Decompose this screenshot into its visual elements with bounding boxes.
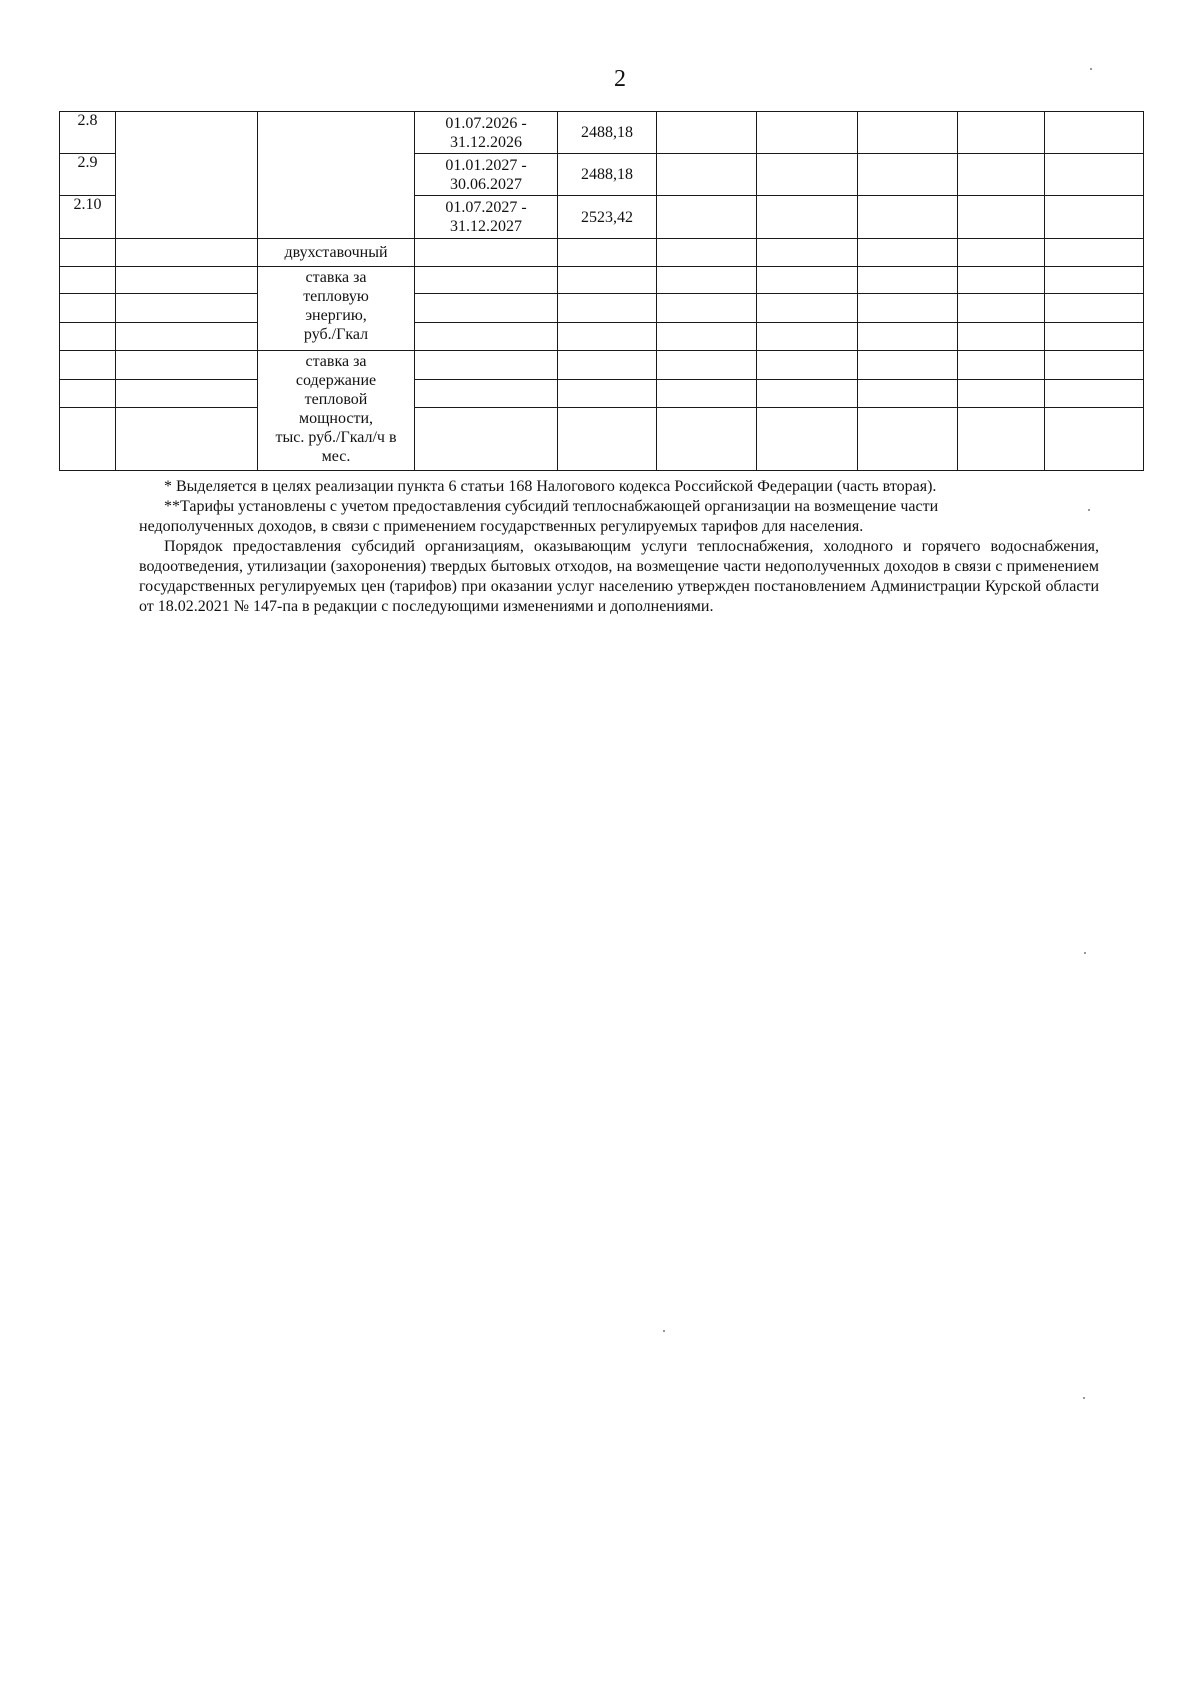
tariff-table xyxy=(59,111,1144,471)
empty-cell xyxy=(1045,380,1144,408)
empty-cell xyxy=(1045,267,1144,294)
empty-cell xyxy=(558,267,657,294)
table-row xyxy=(60,323,1144,351)
footnotes xyxy=(139,477,1099,617)
empty-cell xyxy=(757,239,858,267)
empty-cell xyxy=(858,112,958,154)
empty-cell xyxy=(1045,154,1144,196)
empty-cell xyxy=(558,351,657,380)
period-start: 01.07.2026 - xyxy=(445,114,527,132)
tariff-value: 2523,42 xyxy=(558,196,657,239)
table-row xyxy=(60,408,1144,471)
table-row xyxy=(60,112,1144,154)
empty-cell xyxy=(958,408,1045,471)
empty-cell xyxy=(558,239,657,267)
empty-cell xyxy=(757,196,858,239)
period-end: 31.12.2026 xyxy=(450,133,522,151)
empty-cell xyxy=(415,239,558,267)
empty-cell xyxy=(1045,323,1144,351)
empty-cell xyxy=(60,267,116,294)
empty-cell xyxy=(858,196,958,239)
tariff-value: 2488,18 xyxy=(558,112,657,154)
empty-cell xyxy=(657,408,757,471)
empty-cell xyxy=(858,154,958,196)
empty-cell xyxy=(116,351,258,380)
empty-cell xyxy=(757,380,858,408)
scan-speck xyxy=(1084,952,1086,954)
empty-cell xyxy=(558,380,657,408)
table-row xyxy=(60,239,1144,267)
energy-rate-label: ставка за тепловую энергию, руб./Гкал xyxy=(258,267,415,351)
empty-cell xyxy=(116,239,258,267)
empty-cell xyxy=(657,112,757,154)
table-row xyxy=(60,380,1144,408)
scan-speck xyxy=(1090,68,1092,70)
empty-cell xyxy=(558,323,657,351)
empty-cell xyxy=(116,294,258,323)
empty-cell xyxy=(657,239,757,267)
empty-cell xyxy=(958,294,1045,323)
empty-cell xyxy=(116,267,258,294)
empty-cell xyxy=(858,380,958,408)
subsidy-order-paragraph: Порядок предоставления субсидий организациям, оказывающим услуги теплоснабжения, холодного и горячего водоснабжения, водоотведения, утилизации (захоронения) твердых бытовых отходов, на возмещение части недополученных доходов в связи с применением государственных регулируемых цен (тарифов) при оказании услуг населению утвержден постановлением Администрации Курской области от 18.02.2021 № 147-па в редакции с последующими изменениями и дополнениями. xyxy=(139,538,1099,615)
two-part-tariff-label: двухставочный xyxy=(258,239,415,267)
row-number: 2.10 xyxy=(60,196,116,239)
empty-cell xyxy=(415,351,558,380)
period-cell xyxy=(415,196,558,239)
table-row xyxy=(60,267,1144,294)
scan-speck xyxy=(1083,1397,1085,1399)
period-start: 01.01.2027 - xyxy=(445,156,527,174)
period-start: 01.07.2027 - xyxy=(445,199,527,216)
row-number: 2.8 xyxy=(60,112,116,154)
empty-cell xyxy=(958,351,1045,380)
empty-cell xyxy=(858,267,958,294)
empty-cell xyxy=(415,267,558,294)
empty-cell xyxy=(60,408,116,471)
empty-cell xyxy=(558,294,657,323)
empty-cell xyxy=(657,351,757,380)
empty-cell xyxy=(858,408,958,471)
footnote-star: * Выделяется в целях реализации пункта 6 статьи 168 Налогового кодекса Российской Федерации (часть вторая). xyxy=(164,478,937,495)
empty-cell xyxy=(958,380,1045,408)
empty-cell xyxy=(116,112,258,239)
empty-cell xyxy=(657,294,757,323)
empty-cell xyxy=(757,408,858,471)
period-end: 31.12.2027 xyxy=(450,218,522,235)
empty-cell xyxy=(116,323,258,351)
empty-cell xyxy=(258,112,415,239)
page-number: 2 xyxy=(614,66,626,92)
empty-cell xyxy=(858,323,958,351)
empty-cell xyxy=(958,323,1045,351)
empty-cell xyxy=(60,239,116,267)
footnote-double-star-continuation: недополученных доходов, в связи с применением государственных регулируемых тарифов для населения. xyxy=(139,518,864,535)
empty-cell xyxy=(657,267,757,294)
table-row xyxy=(60,294,1144,323)
footnote-double-star: **Тарифы установлены с учетом предоставления субсидий теплоснабжающей организации на возмещение части xyxy=(164,498,939,515)
empty-cell xyxy=(116,408,258,471)
empty-cell xyxy=(60,323,116,351)
empty-cell xyxy=(558,408,657,471)
empty-cell xyxy=(1045,239,1144,267)
empty-cell xyxy=(415,294,558,323)
scan-speck xyxy=(1088,509,1090,511)
empty-cell xyxy=(958,112,1045,154)
empty-cell xyxy=(60,294,116,323)
empty-cell xyxy=(1045,196,1144,239)
table-row xyxy=(60,351,1144,380)
period-end: 30.06.2027 xyxy=(450,175,522,193)
empty-cell xyxy=(116,380,258,408)
empty-cell xyxy=(60,351,116,380)
scan-speck xyxy=(663,1330,665,1332)
empty-cell xyxy=(757,267,858,294)
empty-cell xyxy=(958,196,1045,239)
empty-cell xyxy=(657,196,757,239)
empty-cell xyxy=(757,351,858,380)
period-cell xyxy=(415,154,558,196)
empty-cell xyxy=(958,267,1045,294)
empty-cell xyxy=(858,351,958,380)
empty-cell xyxy=(415,408,558,471)
empty-cell xyxy=(757,294,858,323)
empty-cell xyxy=(1045,294,1144,323)
empty-cell xyxy=(1045,408,1144,471)
empty-cell xyxy=(858,294,958,323)
empty-cell xyxy=(415,380,558,408)
empty-cell xyxy=(657,380,757,408)
empty-cell xyxy=(858,239,958,267)
empty-cell xyxy=(1045,351,1144,380)
empty-cell xyxy=(757,112,858,154)
capacity-rate-label: ставка за содержание тепловой мощности, тыс. руб./Гкал/ч в мес. xyxy=(258,351,415,471)
empty-cell xyxy=(657,154,757,196)
empty-cell xyxy=(415,323,558,351)
period-cell xyxy=(415,112,558,154)
tariff-value: 2488,18 xyxy=(558,154,657,196)
row-number: 2.9 xyxy=(60,154,116,196)
empty-cell xyxy=(757,323,858,351)
empty-cell xyxy=(1045,112,1144,154)
empty-cell xyxy=(958,154,1045,196)
empty-cell xyxy=(657,323,757,351)
empty-cell xyxy=(60,380,116,408)
empty-cell xyxy=(757,154,858,196)
empty-cell xyxy=(958,239,1045,267)
